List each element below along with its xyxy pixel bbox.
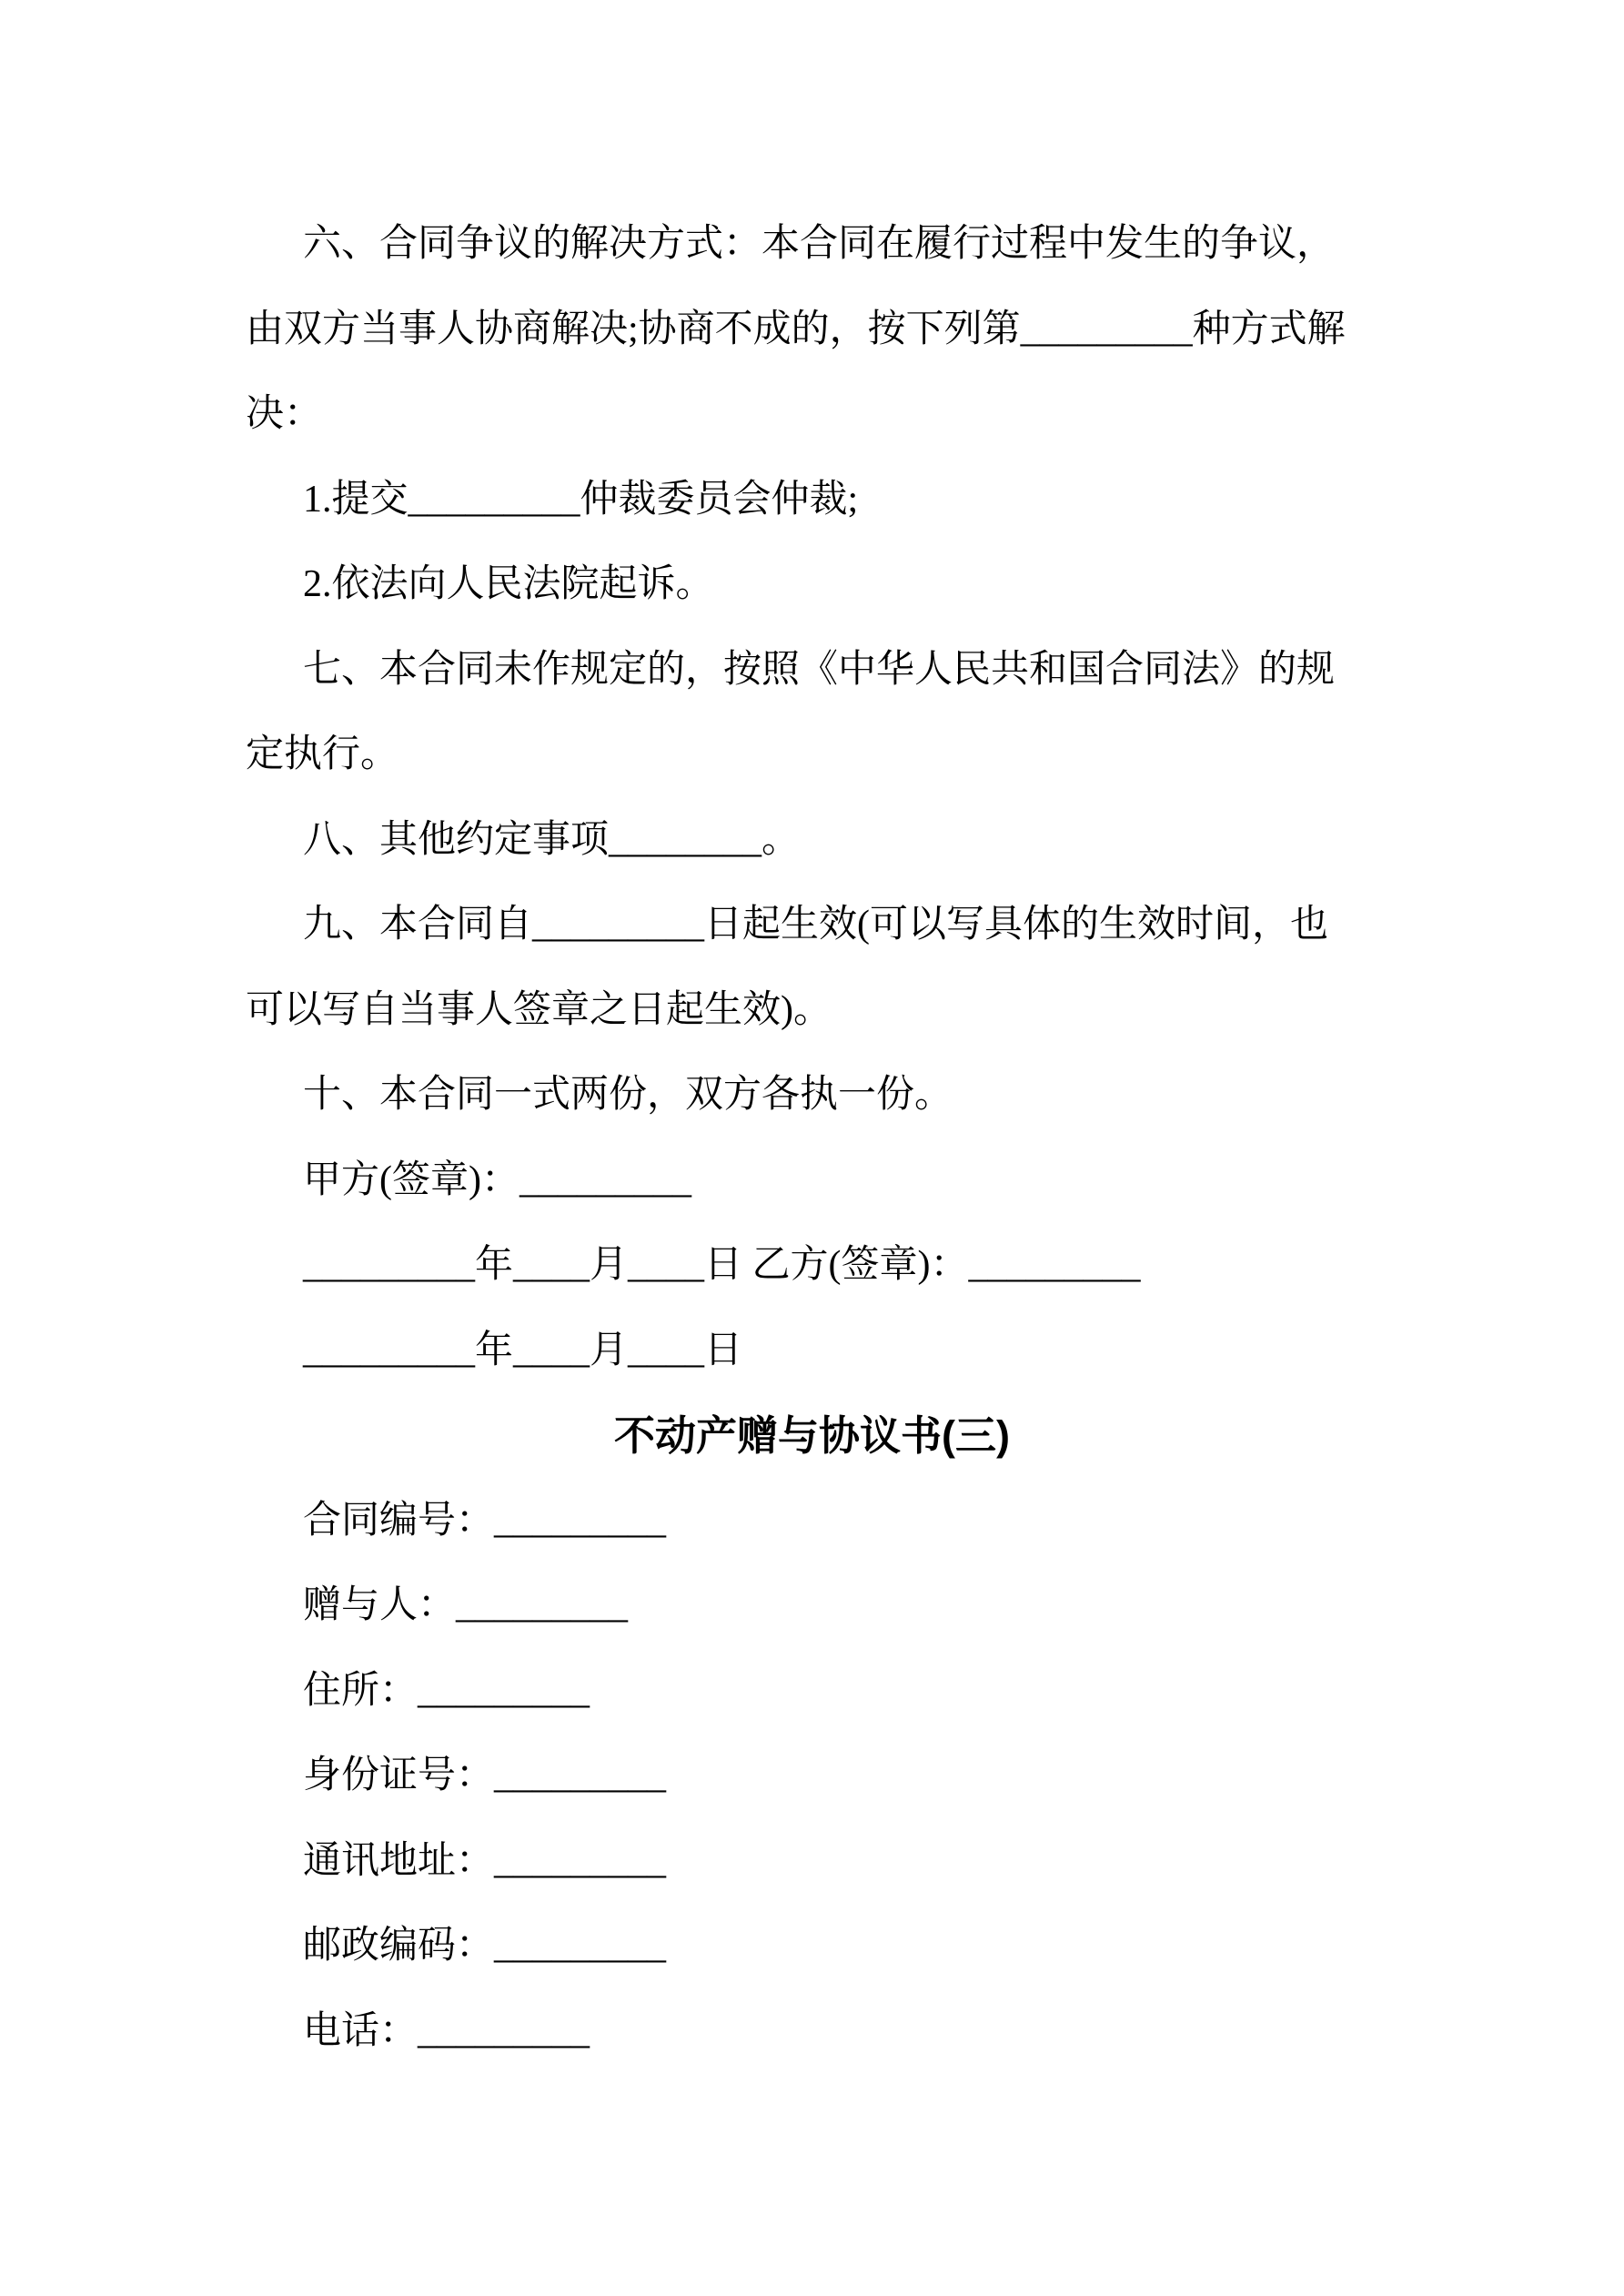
document-line: _________年____月____日 乙方(签章)：_________ [303, 1244, 1141, 1286]
document-line: 住所：_________ [303, 1669, 590, 1712]
document-line: 邮政编码：_________ [303, 1925, 667, 1967]
document-line: 决： [246, 393, 323, 435]
document-line: _________年____月____日 [303, 1329, 743, 1371]
document-line: 甲方(签章)：_________ [303, 1158, 691, 1201]
document-line: 电话：_________ [303, 2009, 590, 2052]
document-line: 1.提交_________仲裁委员会仲裁; [303, 478, 859, 521]
document-line: 身份证号：_________ [303, 1755, 667, 1796]
document-line: 可以写自当事人签章之日起生效)。 [246, 988, 832, 1031]
document-line: 赠与人：_________ [303, 1584, 629, 1626]
document-line: 七、本合同未作规定的，按照《中华人民共和国合同法》的规 [303, 648, 1336, 691]
document-line: 九、本合同自_________日起生效(可以写具体的生效时间，也 [303, 904, 1328, 946]
document-title: 不动产赠与协议书(三) [614, 1412, 1010, 1459]
document-line: 十、本合同一式两份，双方各执一份。 [303, 1074, 953, 1116]
document-line: 定执行。 [246, 733, 399, 775]
document-line: 八、其他约定事项________。 [303, 818, 801, 861]
document-line: 合同编号：_________ [303, 1499, 667, 1542]
document-line: 2.依法向人民法院起诉。 [303, 563, 714, 605]
document-line: 通讯地址：_________ [303, 1839, 667, 1882]
document-line: 六、合同争议的解决方式：本合同在履行过程中发生的争议， [303, 223, 1336, 265]
document-line: 由双方当事人协商解决;协商不成的，按下列第_________种方式解 [246, 308, 1346, 350]
